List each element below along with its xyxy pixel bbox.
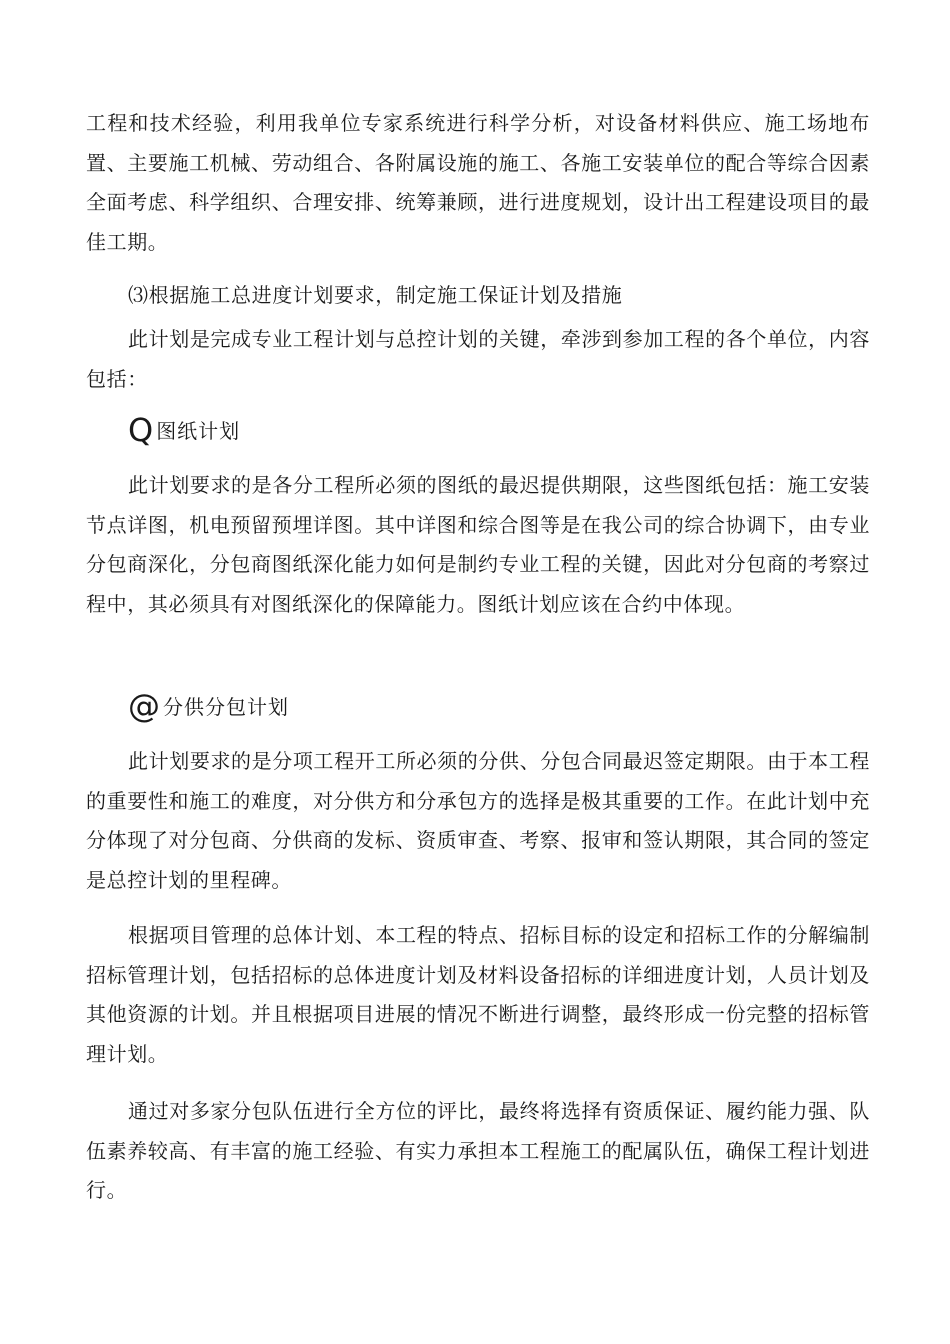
at-marker-icon: @ <box>128 687 161 725</box>
paragraph-schedule-guarantee-heading: ⑶根据施工总进度计划要求，制定施工保证计划及措施 <box>128 283 623 307</box>
paragraph-engineering-experience: 工程和技术经验，利用我单位专家系统进行科学分析，对设备材料供应、施工场地布置、主要施工机械、劳动组合、各附属设施的施工、各施工安装单位的配合等综合因素全面考虑、科学组织、合理安排、统筹兼顾，进行进度规划，设计出工程建设项目的最佳工期。 <box>86 111 870 254</box>
paragraph-subcontractor-evaluation: 通过对多家分包队伍进行全方位的评比，最终将选择有资质保证、履约能力强、队伍素养较高、有丰富的施工经验、有实力承担本工程施工的配属队伍，确保工程计划进行。 <box>86 1099 870 1202</box>
paragraph-plan-key: 此计划是完成专业工程计划与总控计划的关键，牵涉到参加工程的各个单位，内容包括： <box>86 327 870 391</box>
section-heading-supply-subcontract-plan-label: 分供分包计划 <box>163 695 289 719</box>
section-heading-drawing-plan-label: 图纸计划 <box>156 419 241 443</box>
section-heading-supply-subcontract-plan <box>128 686 289 727</box>
paragraph-tender-management-plan: 根据项目管理的总体计划、本工程的特点、招标目标的设定和招标工作的分解编制招标管理计划，包括招标的总体进度计划及材料设备招标的详细进度计划，人员计划及其他资源的计划。并且根据项目进展的情况不断进行调整，最终形成一份完整的招标管理计划。 <box>86 923 870 1066</box>
q-marker-icon: Q <box>128 411 155 449</box>
paragraph-drawing-plan: 此计划要求的是各分工程所必须的图纸的最迟提供期限，这些图纸包括：施工安装节点详图，机电预留预埋详图。其中详图和综合图等是在我公司的综合协调下，由专业分包商深化，分包商图纸深化能力如何是制约专业工程的关键，因此对分包商的考察过程中，其必须具有对图纸深化的保障能力。图纸计划应该在合约中体现。 <box>86 473 870 616</box>
section-heading-drawing-plan <box>128 410 240 451</box>
paragraph-supply-subcontract-plan: 此计划要求的是分项工程开工所必须的分供、分包合同最迟签定期限。由于本工程的重要性和施工的难度，对分供方和分承包方的选择是极其重要的工作。在此计划中充分体现了对分包商、分供商的发标、资质审查、考察、报审和签认期限，其合同的签定是总控计划的里程碑。 <box>86 749 870 892</box>
